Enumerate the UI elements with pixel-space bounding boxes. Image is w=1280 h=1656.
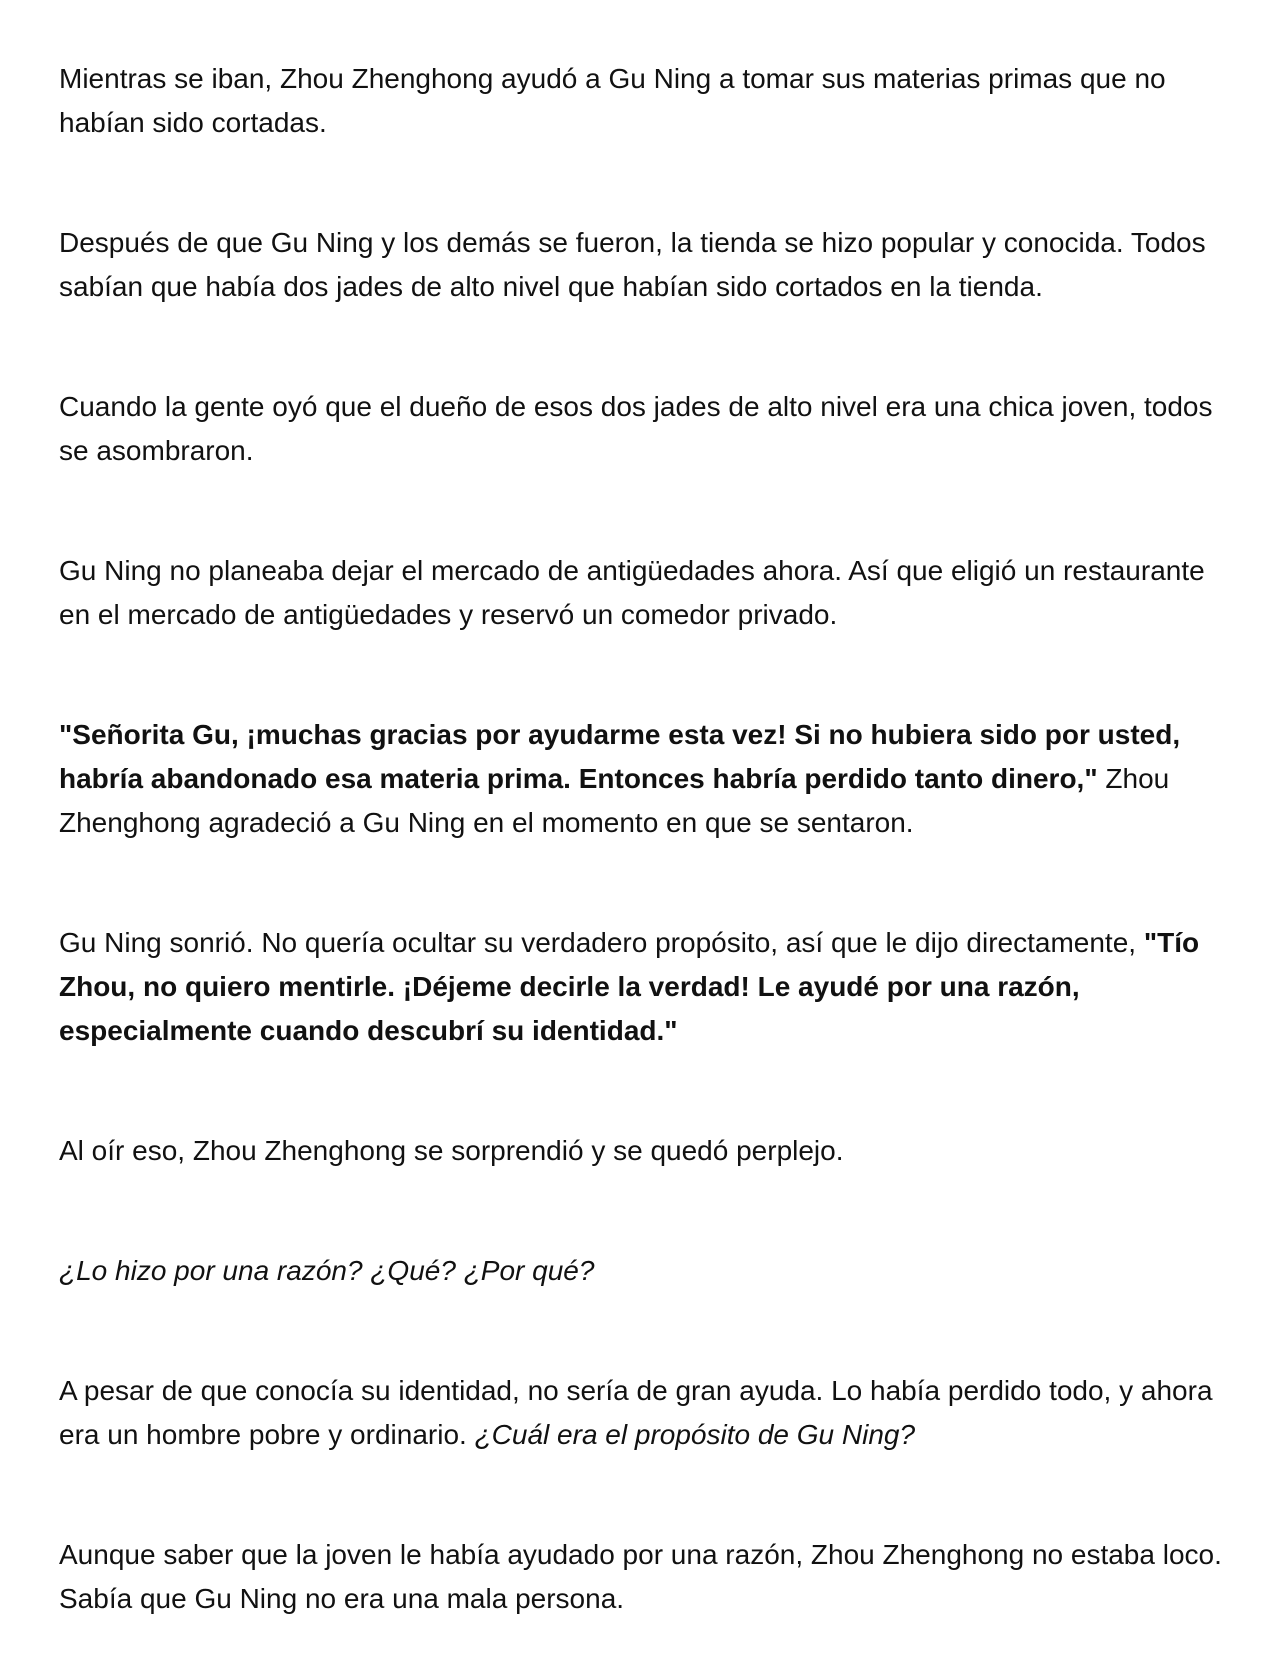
paragraph-text: Gu Ning no planeaba dejar el mercado de antigüedades ahora. Así que eligió un restaurante en el mercado de antigüedades y reservó un comedor privado. xyxy=(59,555,1205,630)
paragraph-8 xyxy=(59,1249,1229,1293)
paragraph-text: Zhou Zhenghong agradeció a Gu Ning en el momento en que se sentaron. xyxy=(59,763,1170,838)
thought-italic: ¿Cuál era el propósito de Gu Ning? xyxy=(474,1419,916,1450)
paragraph-1 xyxy=(59,57,1229,145)
paragraph-text: Aunque saber que la joven le había ayudado por una razón, Zhou Zhenghong no estaba loco. Sabía que Gu Ning no era una mala persona. xyxy=(59,1539,1222,1614)
paragraph-7 xyxy=(59,1129,1229,1173)
paragraph-4 xyxy=(59,549,1229,637)
document-page xyxy=(59,57,1229,1621)
paragraph-text: Mientras se iban, Zhou Zhenghong ayudó a Gu Ning a tomar sus materias primas que no habían sido cortadas. xyxy=(59,63,1166,138)
dialogue-bold: "Tío Zhou, no quiero mentirle. ¡Déjeme decirle la verdad! Le ayudé por una razón, especialmente cuando descubrí su identidad." xyxy=(59,927,1200,1046)
paragraph-5 xyxy=(59,713,1229,845)
thought-italic: ¿Lo hizo por una razón? ¿Qué? ¿Por qué? xyxy=(59,1255,595,1286)
paragraph-text: Gu Ning sonrió. No quería ocultar su verdadero propósito, así que le dijo directamente, xyxy=(59,927,1144,958)
paragraph-6 xyxy=(59,921,1229,1053)
paragraph-text: Al oír eso, Zhou Zhenghong se sorprendió y se quedó perplejo. xyxy=(59,1135,844,1166)
paragraph-3 xyxy=(59,385,1229,473)
paragraph-10 xyxy=(59,1533,1229,1621)
dialogue-bold: "Señorita Gu, ¡muchas gracias por ayudarme esta vez! Si no hubiera sido por usted, habría abandonado esa materia prima. Entonces habría perdido tanto dinero," xyxy=(59,719,1181,794)
paragraph-text: Cuando la gente oyó que el dueño de esos dos jades de alto nivel era una chica joven, todos se asombraron. xyxy=(59,391,1213,466)
paragraph-9 xyxy=(59,1369,1229,1457)
paragraph-2 xyxy=(59,221,1229,309)
paragraph-text: Después de que Gu Ning y los demás se fueron, la tienda se hizo popular y conocida. Todos sabían que había dos jades de alto nivel que habían sido cortados en la tienda. xyxy=(59,227,1206,302)
paragraph-text: A pesar de que conocía su identidad, no sería de gran ayuda. Lo había perdido todo, y ahora era un hombre pobre y ordinario. xyxy=(59,1375,1213,1450)
